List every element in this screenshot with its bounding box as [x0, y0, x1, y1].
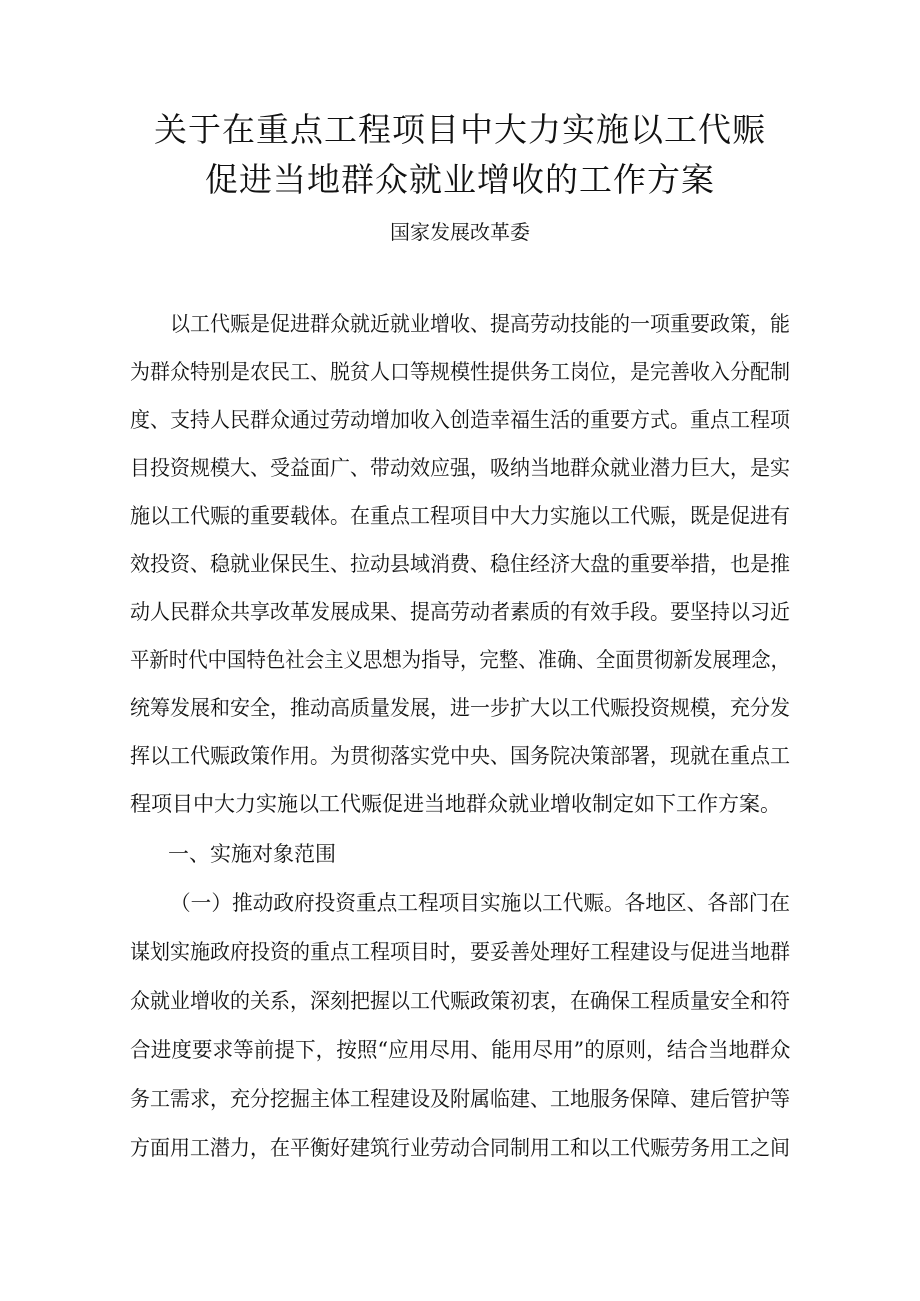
body-line: 合进度要求等前提下，按照“应用尽用、能用尽用”的原则，结合当地群众 — [130, 1038, 791, 1062]
body-line: 程项目中大力实施以工代赈促进当地群众就业增收制定如下工作方案。 — [130, 792, 781, 816]
body-line: 众就业增收的关系，深刻把握以工代赈政策初衷，在确保工程质量安全和符 — [130, 989, 790, 1013]
body-line: 方面用工潜力，在平衡好建筑行业劳动合同制用工和以工代赈劳务用工之间 — [130, 1136, 790, 1160]
body-line: 为群众特别是农民工、脱贫人口等规模性提供务工岗位，是完善收入分配制 — [130, 360, 790, 384]
body-line: 效投资、稳就业保民生、拉动县域消费、稳住经济大盘的重要举措，也是推 — [130, 552, 790, 576]
body-line: 施以工代赈的重要载体。在重点工程项目中大力实施以工代赈，既是促进有 — [130, 504, 790, 528]
document-issuer: 国家发展改革委 — [390, 220, 530, 244]
document-title-line-2: 促进当地群众就业增收的工作方案 — [205, 160, 715, 199]
body-line: 谋划实施政府投资的重点工程项目时，要妥善处理好工程建设与促进当地群 — [130, 940, 790, 964]
body-line: 目投资规模大、受益面广、带动效应强，吸纳当地群众就业潜力巨大，是实 — [130, 456, 790, 480]
body-line: 以工代赈是促进群众就近就业增收、提高劳动技能的一项重要政策，能 — [170, 312, 790, 336]
section-heading: 一、实施对象范围 — [168, 842, 336, 866]
body-line: 务工需求，充分挖掘主体工程建设及附属临建、工地服务保障、建后管护等 — [130, 1087, 790, 1111]
document-title-line-1: 关于在重点工程项目中大力实施以工代赈 — [154, 110, 766, 149]
body-line: （一）推动政府投资重点工程项目实施以工代赈。各地区、各部门在 — [170, 891, 790, 915]
body-line: 动人民群众共享改革发展成果、提高劳动者素质的有效手段。要坚持以习近 — [130, 600, 790, 624]
body-line: 平新时代中国特色社会主义思想为指导，完整、准确、全面贯彻新发展理念， — [130, 648, 790, 672]
body-line: 统筹发展和安全，推动高质量发展，进一步扩大以工代赈投资规模，充分发 — [130, 696, 790, 720]
body-line: 挥以工代赈政策作用。为贯彻落实党中央、国务院决策部署，现就在重点工 — [130, 744, 790, 768]
body-line: 度、支持人民群众通过劳动增加收入创造幸福生活的重要方式。重点工程项 — [130, 408, 790, 432]
